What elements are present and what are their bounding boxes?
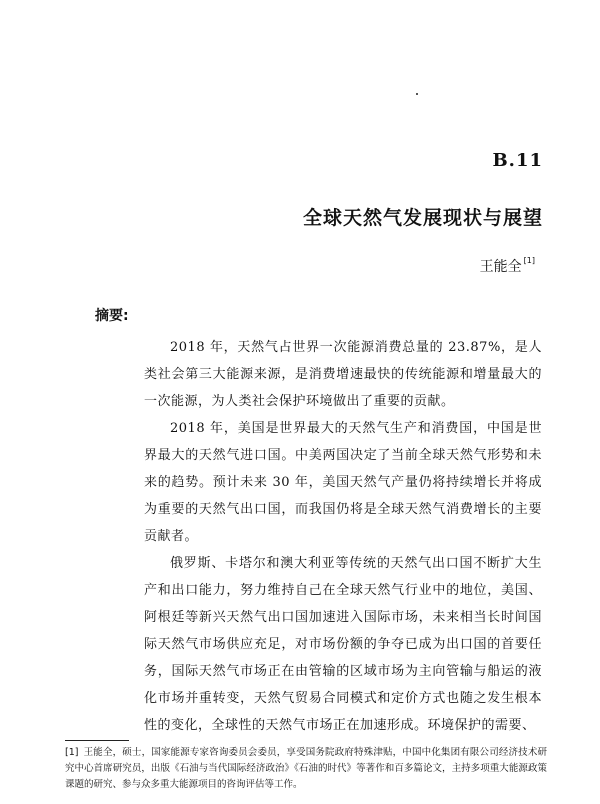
author-footnote-ref: [1] [523, 256, 535, 266]
footnote-divider [65, 740, 129, 741]
abstract-label: 摘要: [95, 308, 129, 324]
chapter-number: B.11 [492, 150, 543, 171]
page-title: 全球天然气发展现状与展望 [302, 207, 543, 229]
abstract-paragraph-1: 2018 年，天然气占世界一次能源消费总量的 23.87%，是人类社会第三大能源来源，是消费增速最快的传统能源和增量最大的一次能源，为人类社会保护环境做出了重要的贡献。 [144, 340, 542, 409]
abstract-body [144, 334, 542, 739]
footnote-text: 王能全，硕士，国家能源专家咨询委员会委员，享受国务院政府特殊津贴，中国中化集团有限公司经济技术研究中心首席研究员，出版《石油与当代国际经济政治》《石油的时代》等著作和百多篇论文，主持多项重大能源政策课题的研究、参与众多重大能源项目的咨询评估等工作。 [65, 747, 547, 790]
footnote-mark: [1] [65, 747, 79, 758]
scan-speck [416, 93, 418, 95]
abstract-paragraph-3: 俄罗斯、卡塔尔和澳大利亚等传统的天然气出口国不断扩大生产和出口能力，努力维持自己在全球天然气行业中的地位，美国、阿根廷等新兴天然气出口国加速进入国际市场，未来相当长时间国际天然气市场供应充足，对市场份额的争夺已成为出口国的首要任务，国际天然气市场正在由管输的区域市场为主向管输与船运的液化市场并重转变，天然气贸易合同模式和定价方式也随之发生根本性的变化，全球性的天然气市场正在加速形成。环境保护的需要、 [144, 556, 542, 733]
footnote [65, 745, 547, 793]
abstract-paragraph-2: 2018 年，美国是世界最大的天然气生产和消费国，中国是世界最大的天然气进口国。中美两国决定了当前全球天然气形势和未来的趋势。预计未来 30 年，美国天然气产量仍将持续增长并将成为重要的天然气出口国，而我国仍将是全球天然气消费增长的主要贡献者。 [144, 421, 542, 544]
author-name: 王能全 [479, 259, 522, 275]
author-line [480, 256, 535, 276]
